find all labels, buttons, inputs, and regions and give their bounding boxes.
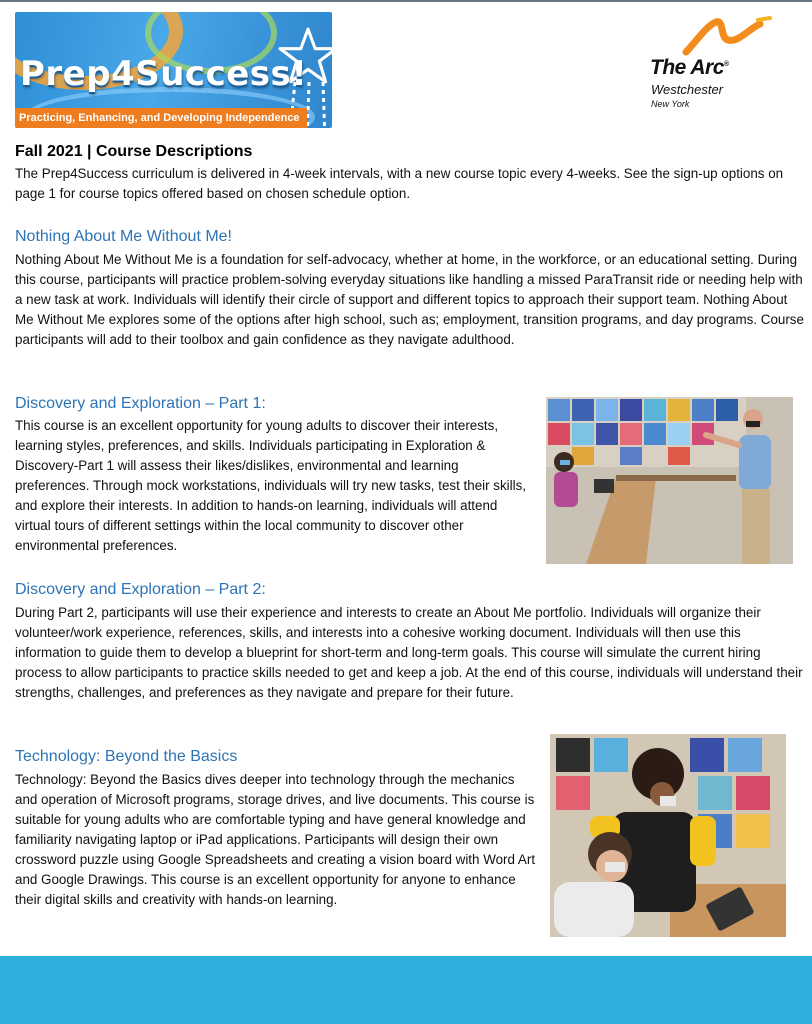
section-title-technology: Technology: Beyond the Basics — [15, 748, 238, 765]
section-body-technology: Technology: Beyond the Basics dives deeper into technology through the mechanics and operation of Microsoft programs, storage drives, and live documents. This course is suitable for young adults who are comfortable typing and have general knowledge and familiarity navigating laptop or iPad applications. Participants will design their own crossword puzzle using Google Spreadsheets and creating a vision board with Word Art and Google Drawings. This course is an excellent opportunity for anyone to enhance their digital skills and creativity with hands-on learning. — [15, 772, 536, 907]
logo-chapter: Westchester — [651, 82, 724, 97]
section-body-discovery-part-2: During Part 2, participants will use their experience and interests to create an About Me portfolio. Individuals will organize their volunteer/work experience, references, skills, and interests into a cohesive working document. Individuals will then use this information to guide them to develop a blueprint for short-term and long-term goals. This course will simulate the current hiring process to allow participants to practice skills needed to get and keep a job. At the end of this course, individuals will understand their strengths, challenges, and preferences as they navigate and prepare for their future. — [15, 605, 803, 700]
section-body-nothing-about-me: Nothing About Me Without Me is a foundation for self-advocacy, whether at home, in the workforce, or an educational setting. During this course, participants will practice problem-solving everyday situations like handling a missed ParaTransit ride or needing help with a new task at work. Individuals will identify their circle of support and different topics to approach their support team. Nothing About Me Without Me explores some of the options after high school, such as; employment, transition programs, and day programs. Course participants will add to their toolbox and gain confidence as they navigate adulthood. — [15, 252, 804, 347]
logo-name: The Arc® — [650, 56, 729, 79]
the-arc-logo — [650, 16, 780, 116]
section-title-discovery-part-2: Discovery and Exploration – Part 2: — [15, 581, 266, 598]
page-title: Fall 2021 | Course Descriptions — [15, 143, 253, 160]
section-body-discovery-part-1: This course is an excellent opportunity for young adults to discover their interests, learning styles, preferences, and skills. Individuals participating in Exploration & Discovery-Part 1 will assess their likes/dislikes, environmental and learning preferences. Through mock workstations, individuals will try new tasks, test their skills, and explore their interests. In addition to hands-on learning, individuals will attend virtual tours of different settings within the local community to discover other environmental preferences. — [15, 418, 527, 553]
footer-bar — [0, 956, 812, 1024]
logo-state: New York — [651, 99, 690, 109]
classroom-photo-technology — [550, 734, 786, 937]
banner-title: Prep4Success! — [20, 54, 308, 94]
banner-tagline: Practicing, Enhancing, and Developing Independence — [15, 108, 307, 128]
section-title-discovery-part-1: Discovery and Exploration – Part 1: — [15, 395, 266, 412]
prep4success-banner — [15, 12, 332, 128]
classroom-photo-instructor — [546, 397, 793, 564]
arc-swoosh-icon — [680, 16, 775, 58]
intro-paragraph: The Prep4Success curriculum is delivered in 4-week intervals, with a new course topic every 4-weeks. See the sign-up options on page 1 for course topics offered based on chosen schedule option. — [15, 166, 784, 201]
section-title-nothing-about-me: Nothing About Me Without Me! — [15, 228, 232, 245]
top-border-line — [0, 0, 812, 2]
